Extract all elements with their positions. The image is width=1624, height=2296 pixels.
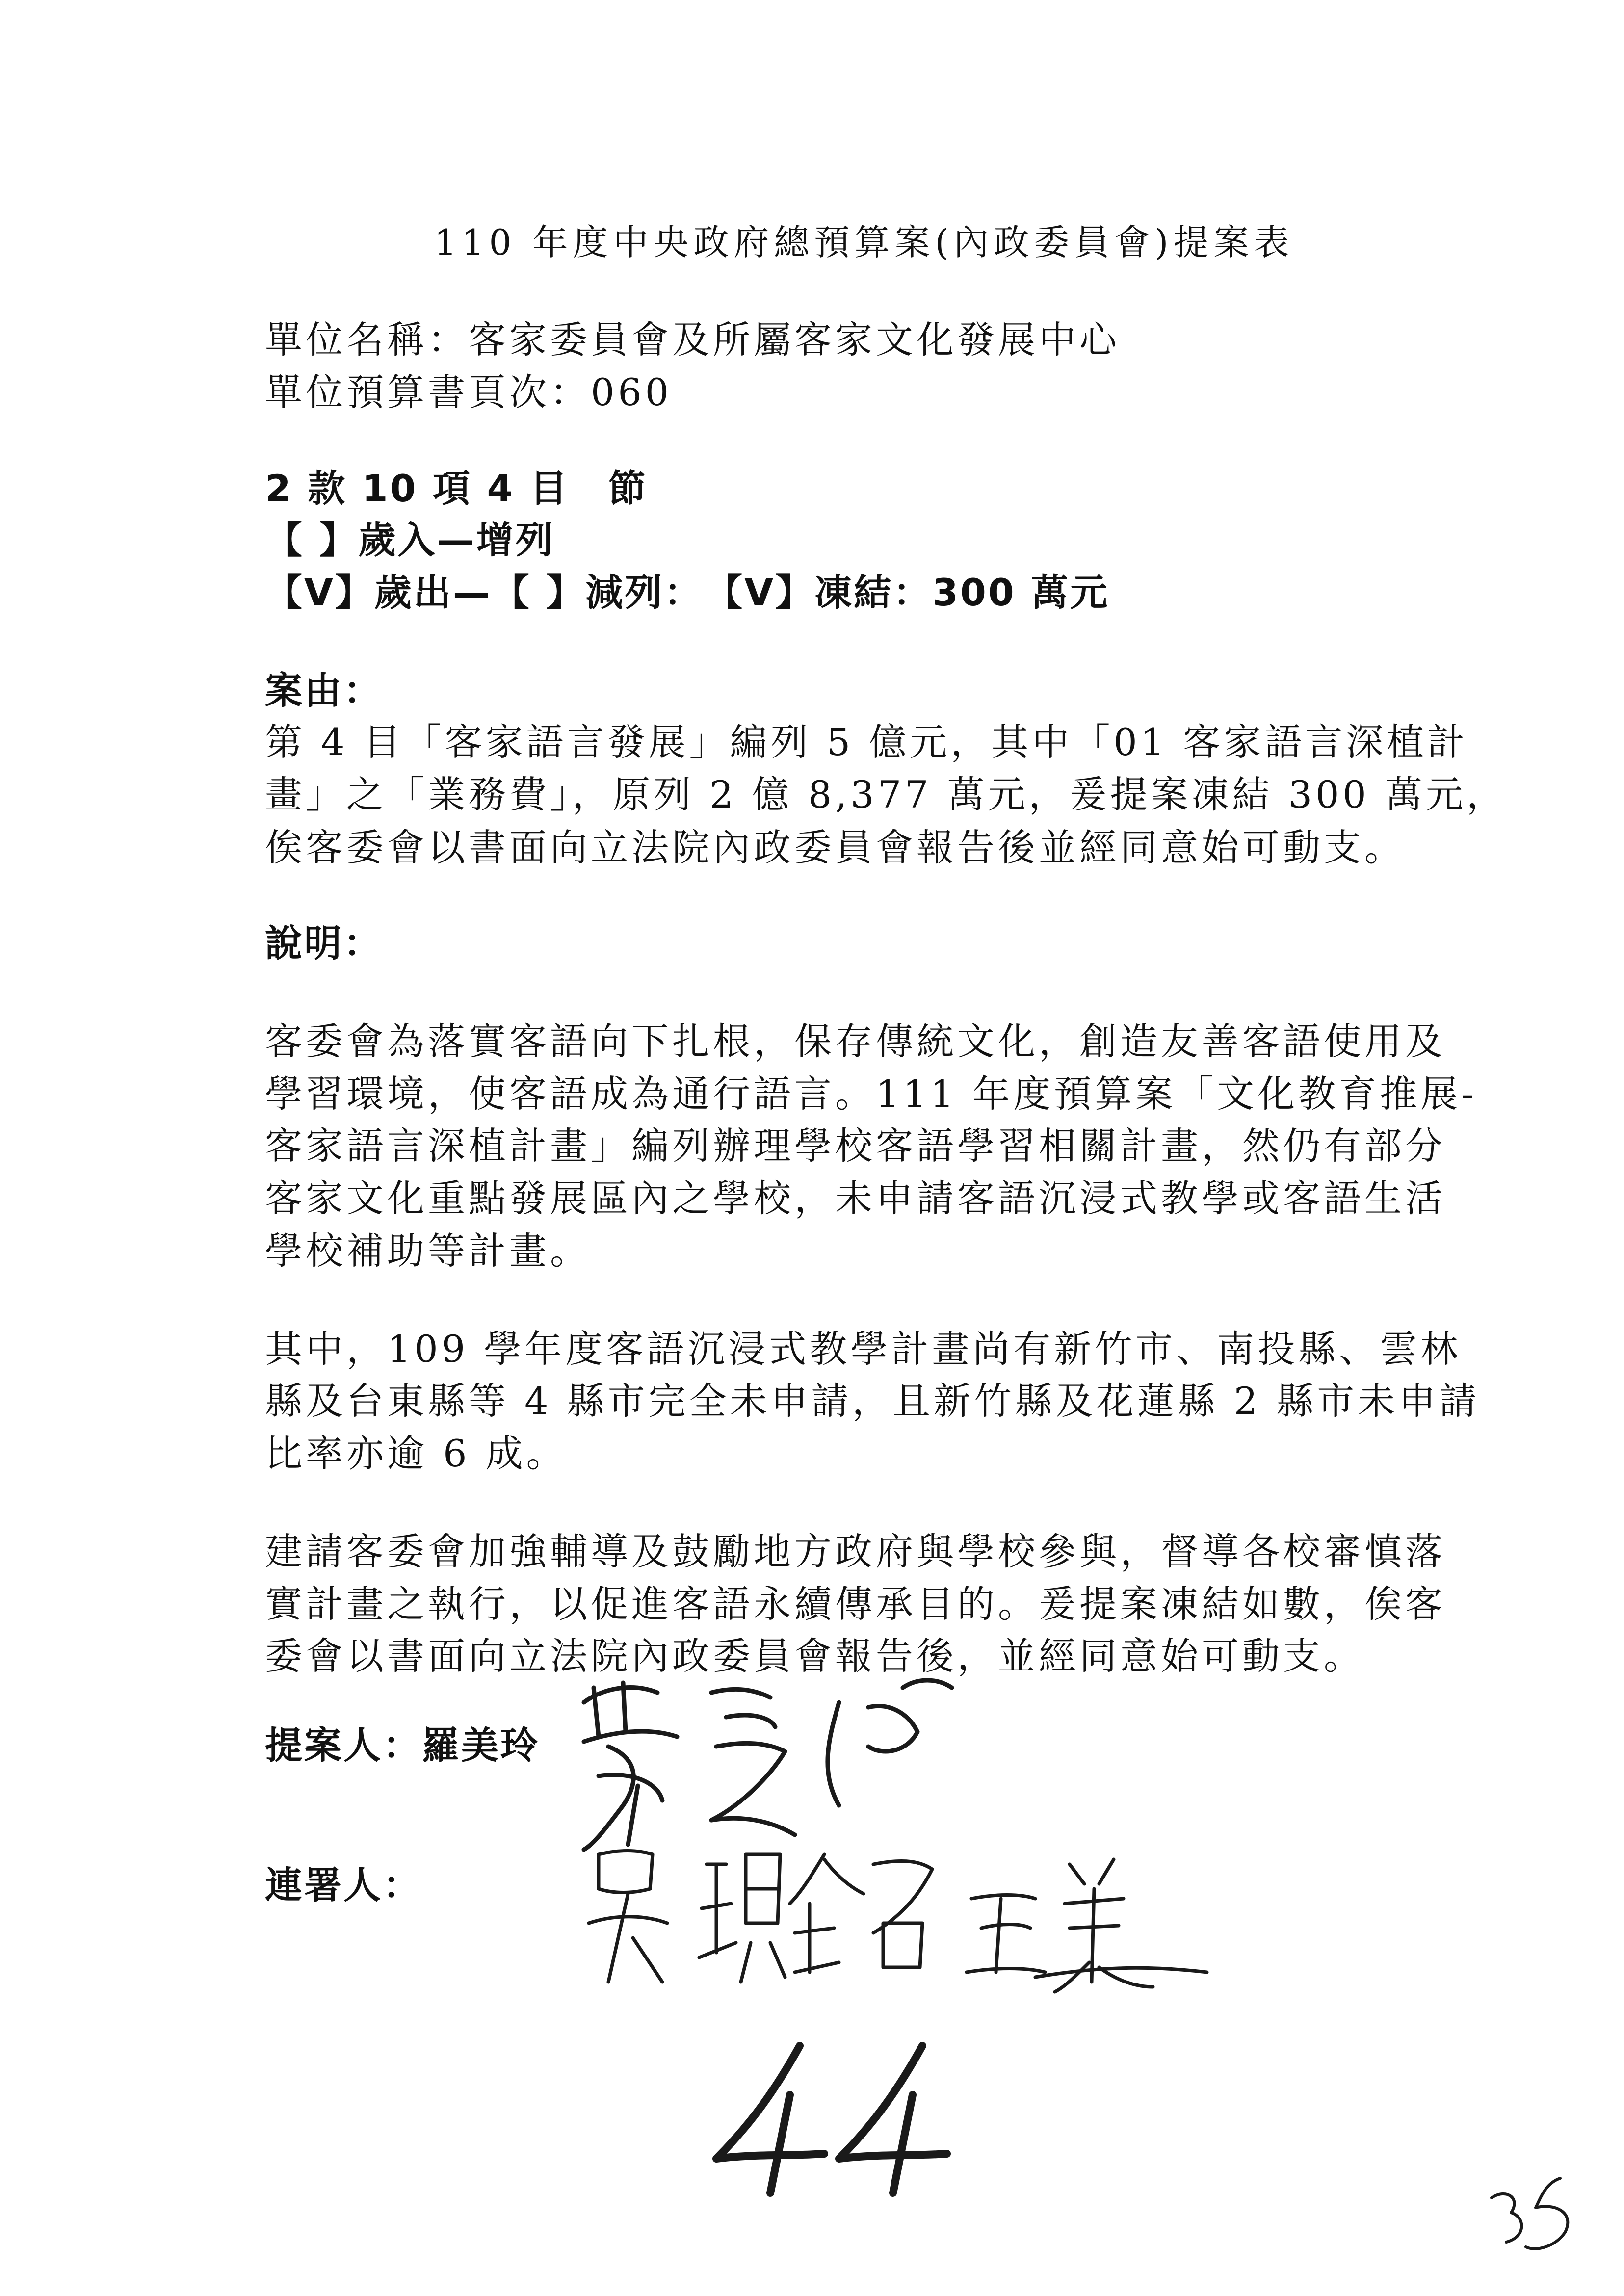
revenue-increase: 【 】歲入—增列 [265, 518, 555, 562]
explanation-heading: 說明： [265, 921, 383, 965]
paragraph-line: 委會以書面向立法院內政委員會報告後，並經同意始可動支。 [265, 1634, 1364, 1678]
paragraph-line: 實計畫之執行，以促進客語永續傳承目的。爰提案凍結如數，俟客 [265, 1582, 1446, 1626]
paragraph-line: 學習環境，使客語成為通行語言。111 年度預算案「文化教育推展- [265, 1072, 1477, 1116]
paragraph-line: 建請客委會加強輔導及鼓勵地方政府與學校參與，督導各校審慎落 [265, 1530, 1446, 1573]
paragraph-line: 比率亦逾 6 成。 [265, 1432, 567, 1475]
document-title: 110 年度中央政府總預算案(內政委員會)提案表 [434, 222, 1294, 263]
reason-line: 俟客委會以書面向立法院內政委員會報告後並經同意始可動支。 [265, 826, 1405, 869]
paragraph-line: 其中，109 學年度客語沉浸式教學計畫尚有新竹市、南投縣、雲林 [265, 1327, 1462, 1371]
proposer-label: 提案人：羅美玲 [265, 1723, 540, 1767]
reason-line: 畫」之「業務費」，原列 2 億 8,377 萬元，爰提案凍結 300 萬元， [265, 773, 1507, 816]
budget-item: 2 款 10 項 4 目 節 [265, 467, 648, 510]
page-number-handwritten [697, 2036, 952, 2198]
paragraph-line: 客委會為落實客語向下扎根，保存傳統文化，創造友善客語使用及 [265, 1019, 1446, 1063]
corner-mark-handwritten [1482, 2168, 1599, 2271]
paragraph-line: 學校補助等計畫。 [265, 1229, 591, 1273]
unit-name: 單位名稱：客家委員會及所屬客家文化發展中心 [265, 318, 1120, 362]
reason-line: 第 4 目「客家語言發展」編列 5 億元，其中「01 客家語言深植計 [265, 720, 1468, 764]
expense-freeze: 【V】歲出—【 】減列： 【V】凍結：300 萬元 [265, 571, 1110, 614]
paragraph-line: 客家語言深植計畫」編列辦理學校客語學習相關計畫，然仍有部分 [265, 1124, 1446, 1168]
cosigner-label: 連署人： [265, 1863, 422, 1907]
reason-heading: 案由： [265, 669, 383, 712]
paragraph-line: 客家文化重點發展區內之學校，未申請客語沉浸式教學或客語生活 [265, 1176, 1446, 1220]
cosigner-signatures-handwritten [579, 1825, 1217, 2021]
paragraph-line: 縣及台東縣等 4 縣市完全未申請，且新竹縣及花蓮縣 2 縣市未申請 [265, 1379, 1480, 1423]
budget-page-number: 單位預算書頁次：060 [265, 370, 673, 414]
